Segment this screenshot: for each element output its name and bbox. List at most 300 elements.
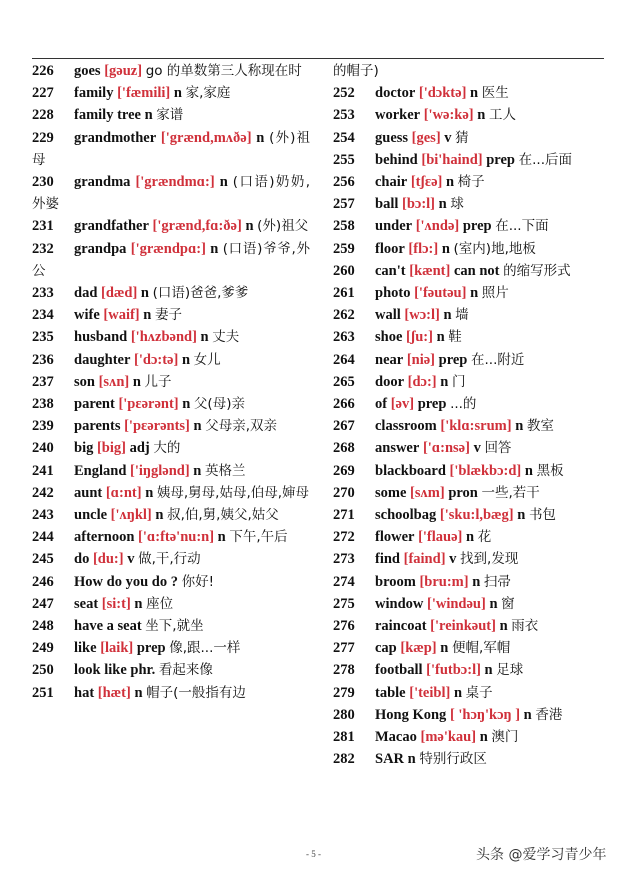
entry-number: 253 [333,107,355,124]
entry-meaning: 一些,若干 [481,484,540,501]
vocab-entry [32,127,310,171]
entry-meaning: 父(母)亲 [193,396,245,413]
entry-number: 227 [32,85,54,102]
entry-number: 264 [333,351,355,368]
vocab-entry [333,504,605,526]
entry-part-of-speech: n [132,373,141,390]
entry-word: big [74,440,94,457]
entry-part-of-speech: n [466,529,475,546]
entry-phonetic: [ges] [411,129,441,146]
entry-word: cap [375,640,397,657]
vocab-entry [32,282,310,304]
vocab-entry [333,371,605,393]
entry-word: worker [375,107,421,124]
entry-number: 273 [333,551,355,568]
vocab-entry [333,415,605,437]
entry-phonetic: ['ʌndə] [415,218,460,235]
entry-part-of-speech: n [173,85,182,102]
entry-meaning: 在...后面 [518,151,572,168]
entry-meaning: 照片 [481,285,509,302]
entry-number: 236 [32,351,54,368]
vocab-entry [32,171,310,215]
entry-phonetic: ['klɑ:srum] [440,418,512,435]
entry-meaning: (外)祖父 [257,218,309,235]
entry-meaning: 门 [451,373,466,390]
entry-part-of-speech: n [134,684,143,701]
entry-number: 247 [32,595,54,612]
entry-meaning: (室内)地,地板 [453,240,536,257]
vocab-entry [333,171,605,193]
entry-phonetic: ['fəutəu] [414,285,467,302]
entry-word: family tree [74,107,141,124]
vocab-entry [32,437,310,459]
vocab-entry [32,682,310,704]
entry-word: afternoon [74,529,135,546]
entry-number: 231 [32,218,54,235]
entry-part-of-speech: n [245,218,254,235]
entry-phonetic: [ 'hɔŋ'kɔŋ ] [449,706,521,723]
entry-meaning: ...的 [450,396,477,413]
entry-word: grandma [74,174,131,191]
entry-number: 263 [333,329,355,346]
entry-part-of-speech: n [477,107,486,124]
entry-part-of-speech: n [440,640,449,657]
vocab-entry [333,393,605,415]
entry-part-of-speech: n [523,706,532,723]
entry-word: find [375,551,400,568]
entry-word: photo [375,285,411,302]
entry-meaning: (口语)奶奶,外婆 [32,174,311,213]
vocab-entry [32,571,310,593]
entry-phonetic: [waif] [103,307,140,324]
entry-phonetic: [ɑ:nt] [105,484,142,501]
entry-part-of-speech: n [181,351,191,368]
vocab-entry [32,238,310,282]
entry-meaning: 医生 [481,85,509,102]
entry-meaning: 父母亲,双亲 [205,418,278,435]
entry-word: aunt [74,484,103,501]
vocab-entry [32,659,310,681]
entry-word: ball [375,196,399,213]
entry-word: have a seat [74,618,142,635]
entry-phonetic: [tʃɛə] [410,174,443,191]
entry-meaning: 工人 [488,107,516,124]
entry-number: 235 [32,329,54,346]
entry-phonetic: ['fæmili] [117,85,171,102]
entry-part-of-speech: v [127,551,135,568]
vocab-entry [333,349,605,371]
entry-meaning: 叔,伯,舅,姨父,姑父 [167,507,279,524]
entry-meaning: 下午,午后 [229,529,288,546]
vocab-entry [333,615,605,637]
entry-number: 242 [32,484,54,501]
entry-part-of-speech: n [438,196,447,213]
entry-phonetic: [sʌn] [98,373,130,390]
vocab-entry [333,748,605,770]
vocab-entry [32,593,310,615]
entry-meaning: 黑板 [536,462,564,479]
entry-phonetic: ['iŋglənd] [130,462,190,479]
entry-phonetic: ['pɛərənts] [124,418,190,435]
entry-part-of-speech: n [155,507,164,524]
entry-part-of-speech: n [193,418,202,435]
vocab-entry [32,637,310,659]
vocab-entry [333,193,605,215]
vocab-entry [32,349,310,371]
entry-meaning: 椅子 [457,174,485,191]
entry-meaning: 妻子 [154,307,182,324]
entry-phonetic: ['flauə] [418,529,463,546]
entry-word: like [74,640,97,657]
entry-meaning: 做,干,行动 [138,551,201,568]
entry-meaning: 英格兰 [204,462,246,479]
entry-meaning: 香港 [535,706,563,723]
entry-word: wife [74,307,100,324]
entry-part-of-speech: v [473,440,481,457]
entry-word: guess [375,129,409,146]
entry-meaning: 在...下面 [495,218,549,235]
entry-word: table [375,684,406,701]
entry-number: 250 [32,662,54,679]
entry-number: 256 [333,174,355,191]
entry-meaning: 家,家庭 [185,85,231,102]
entry-phonetic: ['hʌzbənd] [130,329,197,346]
entry-word: door [375,373,404,390]
entry-number: 276 [333,618,355,635]
continuation-text: 的帽子) [333,63,379,79]
entry-part-of-speech: n [436,329,445,346]
entry-part-of-speech: n [219,174,228,191]
vocab-entry [333,593,605,615]
entry-word: floor [375,240,405,257]
entry-phonetic: [niə] [406,351,435,368]
entry-phonetic: [si:t] [101,595,131,612]
entry-part-of-speech: n [200,329,209,346]
vocab-entry [32,460,310,482]
entry-part-of-speech: n [407,751,416,768]
entry-number: 232 [32,240,54,257]
entry-phonetic: [bi'haind] [421,151,483,168]
entry-phonetic: [kæp] [400,640,437,657]
entry-word: do [74,551,90,568]
entry-phonetic: [dɔ:] [407,373,437,390]
entry-word: doctor [375,85,416,102]
entry-word: seat [74,595,99,612]
entry-phonetic: ['grændpɑ:] [130,240,206,257]
entry-meaning: 像,跟...一样 [169,640,241,657]
entry-part-of-speech: n [479,729,488,746]
entry-word: grandpa [74,240,127,257]
entry-word: broom [375,573,416,590]
entry-word: son [74,373,95,390]
entry-part-of-speech: n [499,618,508,635]
entry-number: 237 [32,373,54,390]
entry-part-of-speech: pron [448,484,478,501]
entry-phonetic: [sʌm] [410,484,445,501]
entry-part-of-speech: n [182,396,191,413]
entry-part-of-speech: phr. [130,662,156,679]
entry-number: 241 [32,462,54,479]
left-column [32,60,310,704]
watermark: 头条 @爱学习青少年 [476,847,607,863]
vocab-entry [32,371,310,393]
entry-number: 240 [32,440,54,457]
entry-meaning: 你好! [181,573,214,590]
vocab-entry [333,571,605,593]
entry-part-of-speech: n [517,507,526,524]
entry-word: Hong Kong [375,706,447,723]
entry-word: parent [74,396,115,413]
entry-word: hat [74,684,95,701]
entry-meaning: 家谱 [156,107,184,124]
entry-word: grandmother [74,129,157,146]
entry-number: 275 [333,595,355,612]
entry-part-of-speech: v [444,129,452,146]
entry-meaning: 坐下,就坐 [145,618,204,635]
entry-meaning: 儿子 [144,373,172,390]
vocab-entry [333,104,605,126]
entry-phonetic: [dæd] [101,285,138,302]
entry-part-of-speech: v [449,551,457,568]
entry-word: Macao [375,729,417,746]
entry-part-of-speech: n [193,462,202,479]
entry-meaning: 窗 [501,595,515,612]
entry-word: flower [375,529,415,546]
entry-meaning: 看起来像 [158,662,213,679]
entry-meaning: 丈夫 [212,329,240,346]
entry-number: 269 [333,462,355,479]
entry-number: 262 [333,307,355,324]
entry-part-of-speech: n [140,285,149,302]
entry-phonetic: ['pɛərənt] [118,396,179,413]
entry-meaning: 雨衣 [511,618,539,635]
entry-number: 248 [32,618,54,635]
entry-number: 268 [333,440,355,457]
entry-phonetic: ['futbɔ:l] [426,662,481,679]
entry-phonetic: [du:] [92,551,124,568]
entry-part-of-speech: n [470,285,479,302]
entry-meaning: 鞋 [448,329,462,346]
entry-number: 260 [333,262,355,279]
right-column [333,60,605,771]
entry-part-of-speech: prep [438,351,468,368]
entry-part-of-speech: n [515,418,524,435]
vocab-entry [32,482,310,504]
entry-meaning: (口语)爸爸,爹爹 [152,285,249,302]
entry-meaning: 座位 [146,595,174,612]
entry-word: dad [74,285,98,302]
entry-phonetic: ['sku:l,bæg] [439,507,514,524]
entry-meaning: 扫帚 [483,573,511,590]
entry-word: uncle [74,507,108,524]
entry-number: 272 [333,529,355,546]
entry-number: 238 [32,396,54,413]
vocab-entry [32,526,310,548]
vocab-entry [333,215,605,237]
entry-word: blackboard [375,462,446,479]
entry-number: 266 [333,396,355,413]
entry-number: 254 [333,129,355,146]
entry-meaning: 教室 [526,418,554,435]
vocab-entry [32,393,310,415]
entry-word: raincoat [375,618,427,635]
entry-number: 267 [333,418,355,435]
entry-meaning: 找到,发现 [460,551,519,568]
entry-word: football [375,662,423,679]
entry-part-of-speech: prep [486,151,515,168]
vocab-entry [32,326,310,348]
entry-number: 281 [333,729,355,746]
vocab-entry [333,149,605,171]
entry-number: 249 [32,640,54,657]
vocab-entry [333,260,605,282]
entry-number: 279 [333,684,355,701]
entry-phonetic: [ʃu:] [406,329,433,346]
entry-phonetic: ['dɔktə] [418,85,467,102]
entry-meaning: 回答 [484,440,512,457]
entry-number: 228 [32,107,54,124]
entry-number: 255 [333,151,355,168]
entry-number: 230 [32,174,54,191]
entry-number: 265 [333,373,355,390]
vocab-entry [333,659,605,681]
entry-number: 243 [32,507,54,524]
entry-phonetic: ['ʌŋkl] [110,507,152,524]
entry-phonetic: ['teibl] [409,684,451,701]
entry-part-of-speech: n [145,484,154,501]
entry-number: 245 [32,551,54,568]
entry-part-of-speech: adj [129,440,150,457]
entry-phonetic: ['ɑ:nsə] [422,440,470,457]
entry-number: 259 [333,240,355,257]
entry-meaning: (外)祖母 [32,129,311,168]
entry-number: 229 [32,129,54,146]
entry-phonetic: [faind] [403,551,446,568]
entry-word: wall [375,307,401,324]
entry-word: some [375,484,407,501]
entry-number: 271 [333,507,355,524]
vocab-entry [32,548,310,570]
vocab-entry [32,104,310,126]
entry-part-of-speech: n [445,174,455,191]
entry-word: classroom [375,418,437,435]
entry-phonetic: [flɔ:] [408,240,439,257]
entry-number: 274 [333,573,355,590]
entry-meaning: 猜 [455,129,469,146]
entry-phonetic: [əv] [390,396,415,413]
entry-number: 251 [32,684,54,701]
vocab-entry [333,704,605,726]
entry-meaning: 姨母,舅母,姑母,伯母,婶母 [156,484,310,501]
entry-phonetic: ['wə:kə] [423,107,474,124]
entry-meaning: 女儿 [193,351,221,368]
entry-phonetic: ['reinkəut] [430,618,496,635]
entry-number: 239 [32,418,54,435]
vocab-entry [333,682,605,704]
vocab-entry [32,504,310,526]
entry-number: 282 [333,751,355,768]
entry-meaning: 特别行政区 [419,751,487,768]
entry-part-of-speech: n [489,595,498,612]
entry-word: schoolbag [375,507,437,524]
entry-meaning: 便帽,军帽 [451,640,511,657]
entry-part-of-speech: n [144,107,153,124]
vocab-entry [32,215,310,237]
entry-word: under [375,218,413,235]
entry-meaning: 的缩写形式 [503,262,571,279]
entry-word: family [74,85,114,102]
vocab-entry [333,326,605,348]
entry-number: 234 [32,307,54,324]
vocab-entry [333,437,605,459]
entry-meaning: 澳门 [491,729,519,746]
entry-part-of-speech: n [524,462,533,479]
entry-word: behind [375,151,418,168]
entry-number: 278 [333,662,355,679]
entry-part-of-speech: prep [417,396,447,413]
entry-word: of [375,396,388,413]
entry-part-of-speech: prep [462,218,492,235]
entry-number: 246 [32,573,54,590]
entry-number: 226 [32,63,54,79]
entry-part-of-speech: n [210,240,219,257]
vocab-entry [333,482,605,504]
entry-phonetic: ['grænd,fɑ:ðə] [152,218,242,235]
entry-phonetic: [wɔ:l] [404,307,440,324]
entry-part-of-speech: n [484,662,493,679]
entry-part-of-speech: n [441,240,450,257]
entry-word: parents [74,418,121,435]
entry-word: grandfather [74,218,149,235]
entry-word: chair [375,174,408,191]
entry-part-of-speech: can not [453,262,500,279]
vocab-entry [32,304,310,326]
entry-meaning: 书包 [528,507,556,524]
entry-word: daughter [74,351,131,368]
entry-part-of-speech: n [453,684,463,701]
entry-phonetic: ['ɑ:ftə'nu:n] [138,529,215,546]
entry-word: goes [74,63,101,79]
vocab-entry [333,548,605,570]
entry-word: husband [74,329,128,346]
entry-phonetic: [gəuz] [104,63,143,79]
entry-phonetic: [big] [96,440,126,457]
vocab-entry [333,460,605,482]
entry-number: 244 [32,529,54,546]
vocab-entry [333,127,605,149]
entry-meaning: 花 [477,529,492,546]
entry-number: 261 [333,285,355,302]
entry-part-of-speech: n [143,307,152,324]
entry-word: England [74,462,127,479]
entry-meaning: 墙 [455,307,469,324]
entry-phonetic: ['dɔ:tə] [134,351,179,368]
entry-number: 252 [333,85,355,102]
entry-meaning: 足球 [496,662,524,679]
entry-word: look like [74,662,127,679]
vocab-entry [32,615,310,637]
vocab-entry [32,60,310,82]
entry-phonetic: [laik] [100,640,134,657]
entry-part-of-speech: n [217,529,226,546]
entry-number: 233 [32,285,54,302]
entry-phonetic: ['grændmɑ:] [135,174,215,191]
entry-phonetic: [kænt] [409,262,451,279]
vocab-entry [32,82,310,104]
entry-phonetic: ['grænd,mʌðə] [160,129,252,146]
entry-phonetic: [mə'kau] [420,729,477,746]
vocab-entry [32,415,310,437]
